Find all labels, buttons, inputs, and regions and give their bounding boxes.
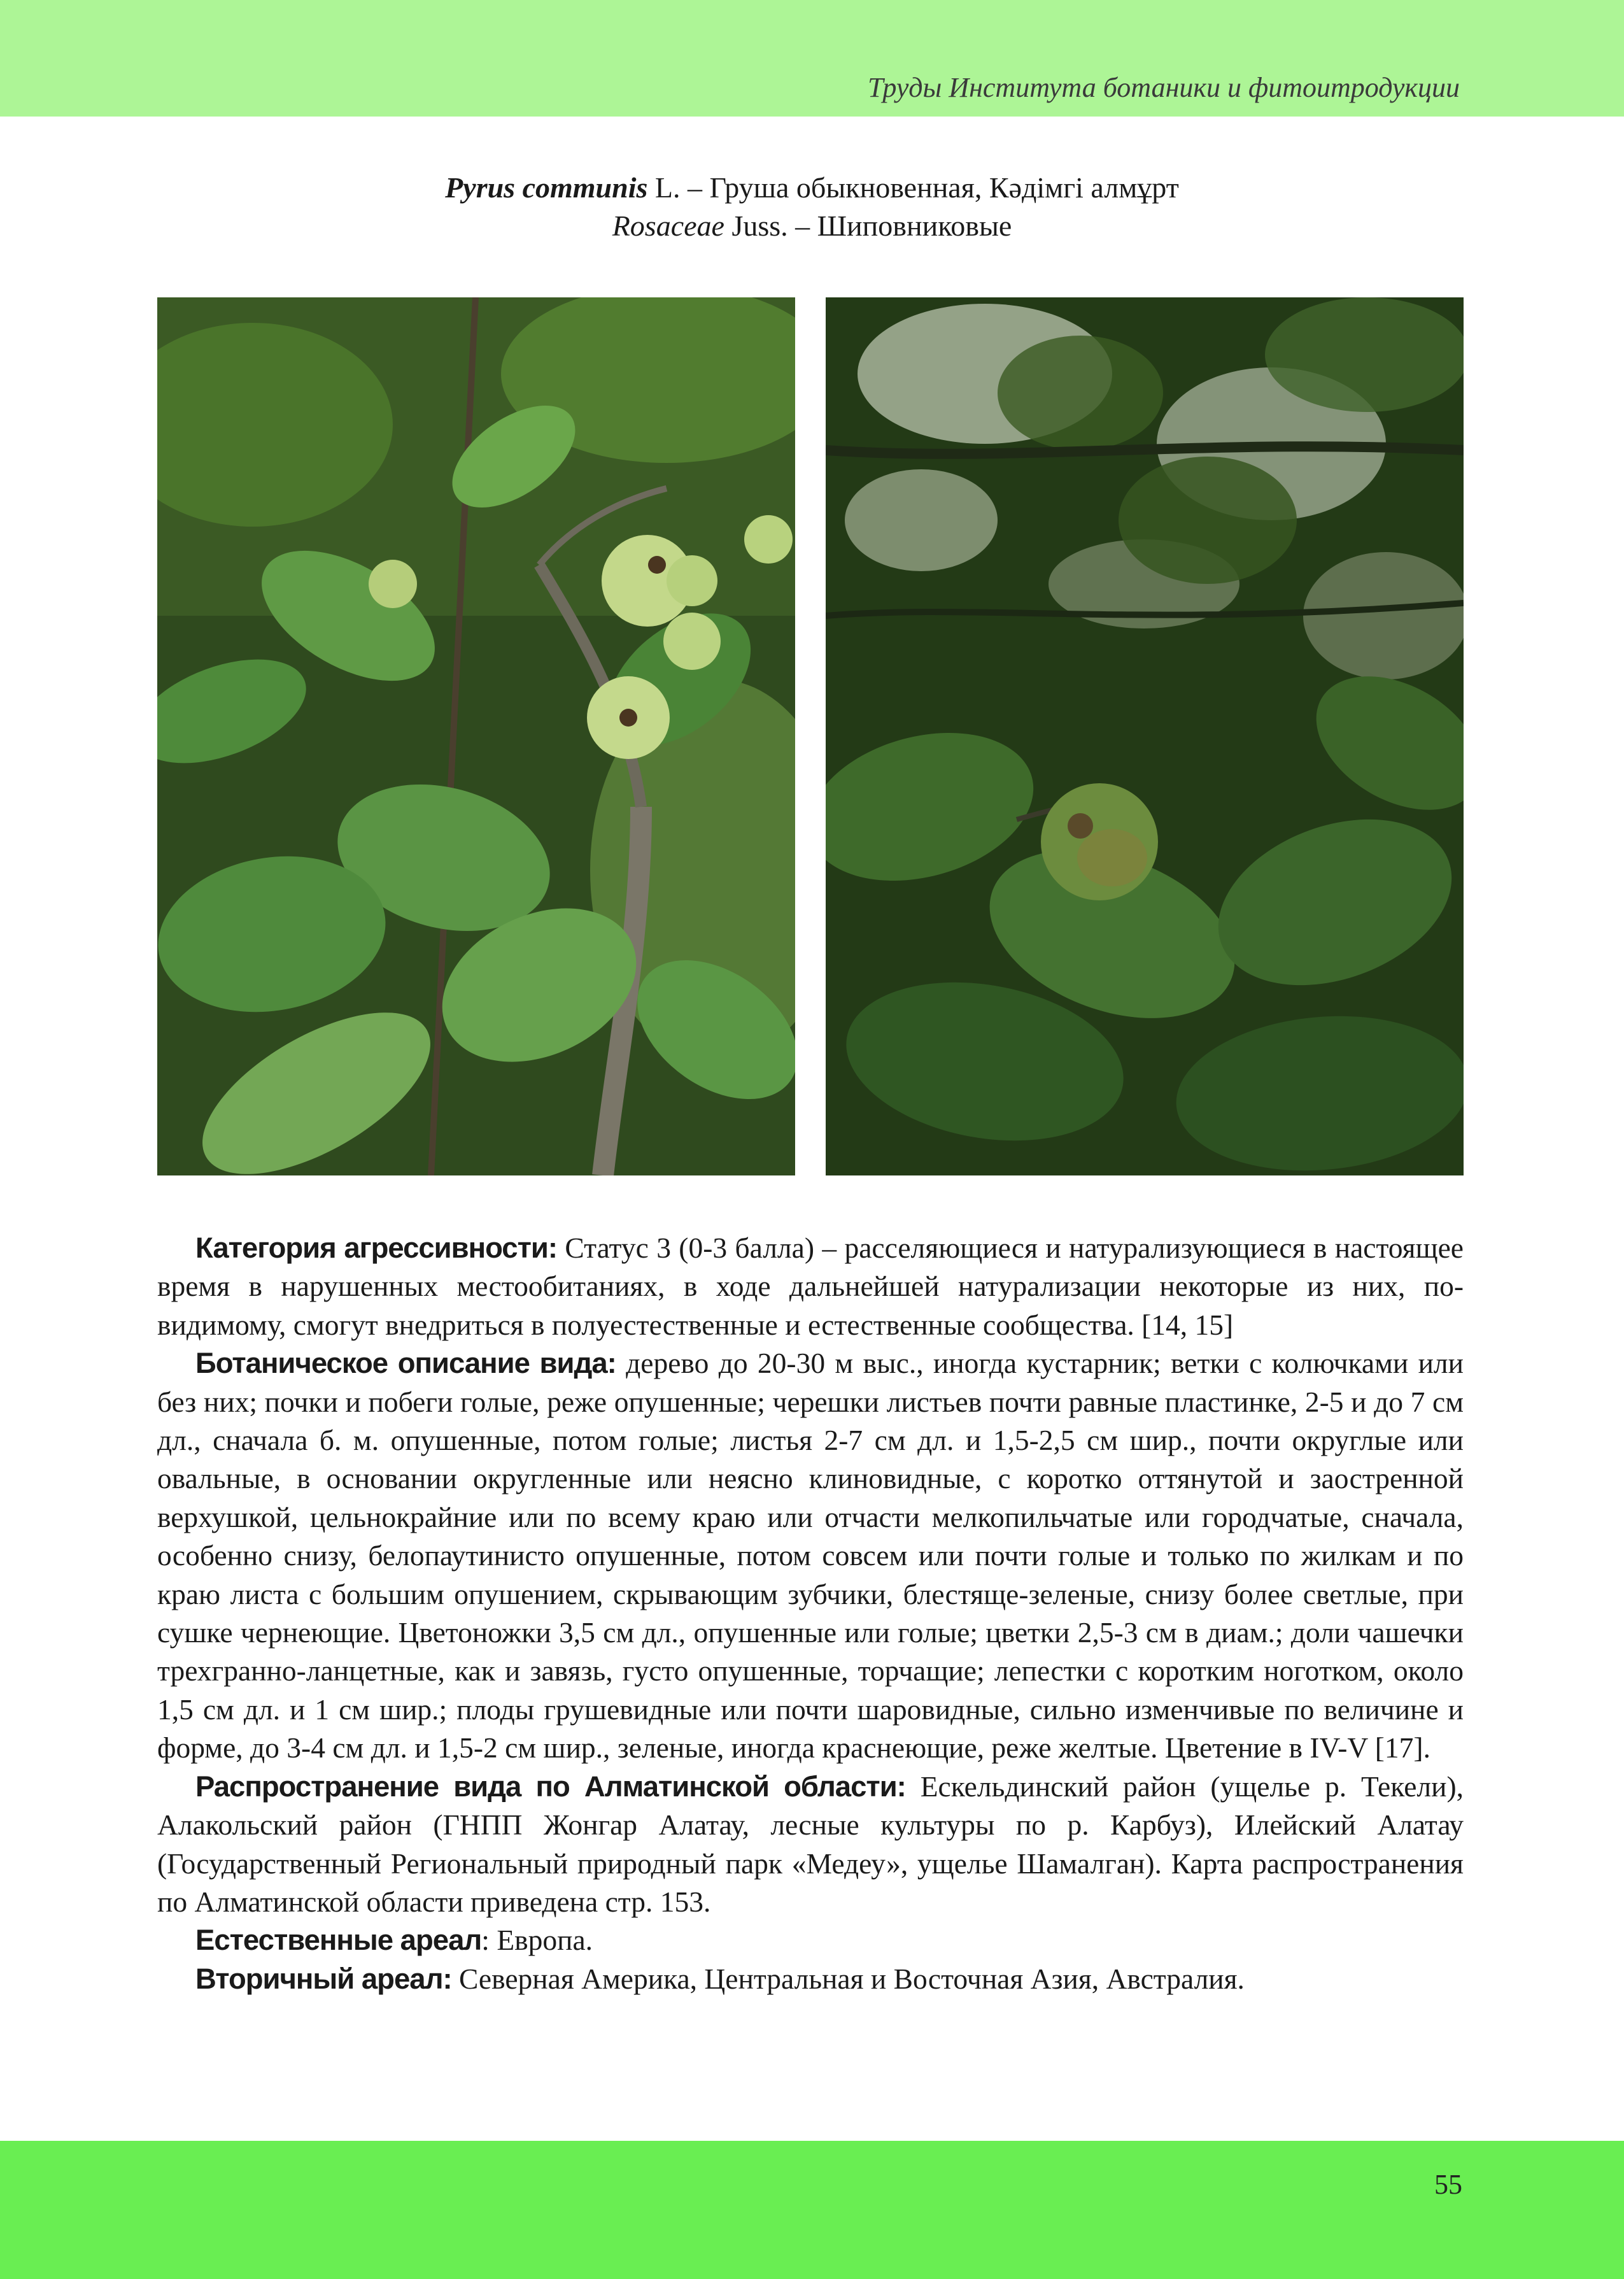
section-text: Статус 3 (0-3 балла) – расселяющиеся и натурализующиеся в настоящее время в нарушенных местообитаниях, в ходе дальнейшей натурализации некоторые из них, по-видимому, смогут внедриться в полуестественные и естественные сообщества. [14, 15]: [157, 1232, 1464, 1341]
header-band: [0, 0, 1624, 117]
species-latin-name: Pyrus communis: [445, 171, 648, 204]
section-botanical-description: [157, 1344, 1464, 1767]
footer-band: [0, 2141, 1624, 2279]
section-text: дерево до 20-30 м выс., иногда кустарник; ветки с колючками или без них; почки и побеги голые, реже опушенные; черешки листьев почти равные пластинке, 2-5 и до 7 см дл., сначала б. м. опушенные, потом голые; листья 2-7 см дл. и 1,5-2,5 см шир., почти округлые или овальные, в основании округленные или неясно клиновидные, с коротко оттянутой и заостренной верхушкой, цельнокрайние или по всему краю или отчасти мелкопильчатые или городчатые, сначала, особенно снизу, белопаутинисто опушенные, потом совсем или почти голые и только по жилкам и по краю листа с большим опушением, скрывающим зубчики, блестяще-зеленые, снизу более светлые, при сушке чернеющие. Цветоножки 3,5 см дл., опушенные или голые; цветки 2,5-3 см в диам.; доли чашечки трехгранно-ланцетные, как и завязь, густо опушенные, торчащие; лепестки с коротким ноготком, около 1,5 см дл. и 1 см шир.; плоды грушевидные или почти шаровидные, сильно изменчивые по величине и форме, до 3-4 см дл. и 1,5-2 см шир., зеленые, иногда краснеющие, реже желтые. Цветение в IV-V [17].: [157, 1347, 1464, 1764]
section-distribution: [157, 1768, 1464, 1922]
section-label: Естественные ареал: [195, 1924, 482, 1957]
page-number: 55: [1434, 2169, 1462, 2200]
species-description: [157, 1229, 1464, 1998]
journal-title: Труды Института ботаники и фитоитродукции: [868, 72, 1460, 103]
section-label: Ботаническое описание вида:: [195, 1347, 616, 1380]
section-aggressiveness: [157, 1229, 1464, 1344]
section-secondary-range: [157, 1960, 1464, 1998]
species-name-line: [0, 169, 1624, 207]
family-latin-name: Rosaceae: [612, 209, 724, 242]
family-line: [0, 207, 1624, 245]
species-title-block: [0, 169, 1624, 245]
section-text: Ескельдинский район (ущелье р. Текели), Алакольский район (ГНПП Жонгар Алатау, лесные культуры по р. Карбуз), Илейский Алатау (Государственный Региональный природный парк «Медеу», ущелье Шамалган). Карта распространения по Алматинской области приведена стр. 153.: [157, 1770, 1464, 1918]
section-label: Распространение вида по Алматинской области:: [195, 1770, 906, 1803]
photo-pear-canopy: [826, 297, 1464, 1175]
section-label: Категория агрессивности:: [195, 1232, 558, 1264]
section-text: : Европа.: [481, 1924, 593, 1957]
photo-pear-branch: [157, 297, 795, 1175]
section-text: Северная Америка, Центральная и Восточная Азия, Австралия.: [451, 1962, 1245, 1995]
section-label: Вторичный ареал:: [195, 1962, 452, 1995]
family-common-name: Juss. – Шиповниковые: [724, 209, 1012, 242]
species-common-names: L. – Груша обыкновенная, Кәдімгі алмұрт: [647, 171, 1179, 204]
pear-canopy-image: [826, 297, 1464, 1175]
section-native-range: [157, 1921, 1464, 1959]
pear-branch-image: [157, 297, 795, 1175]
